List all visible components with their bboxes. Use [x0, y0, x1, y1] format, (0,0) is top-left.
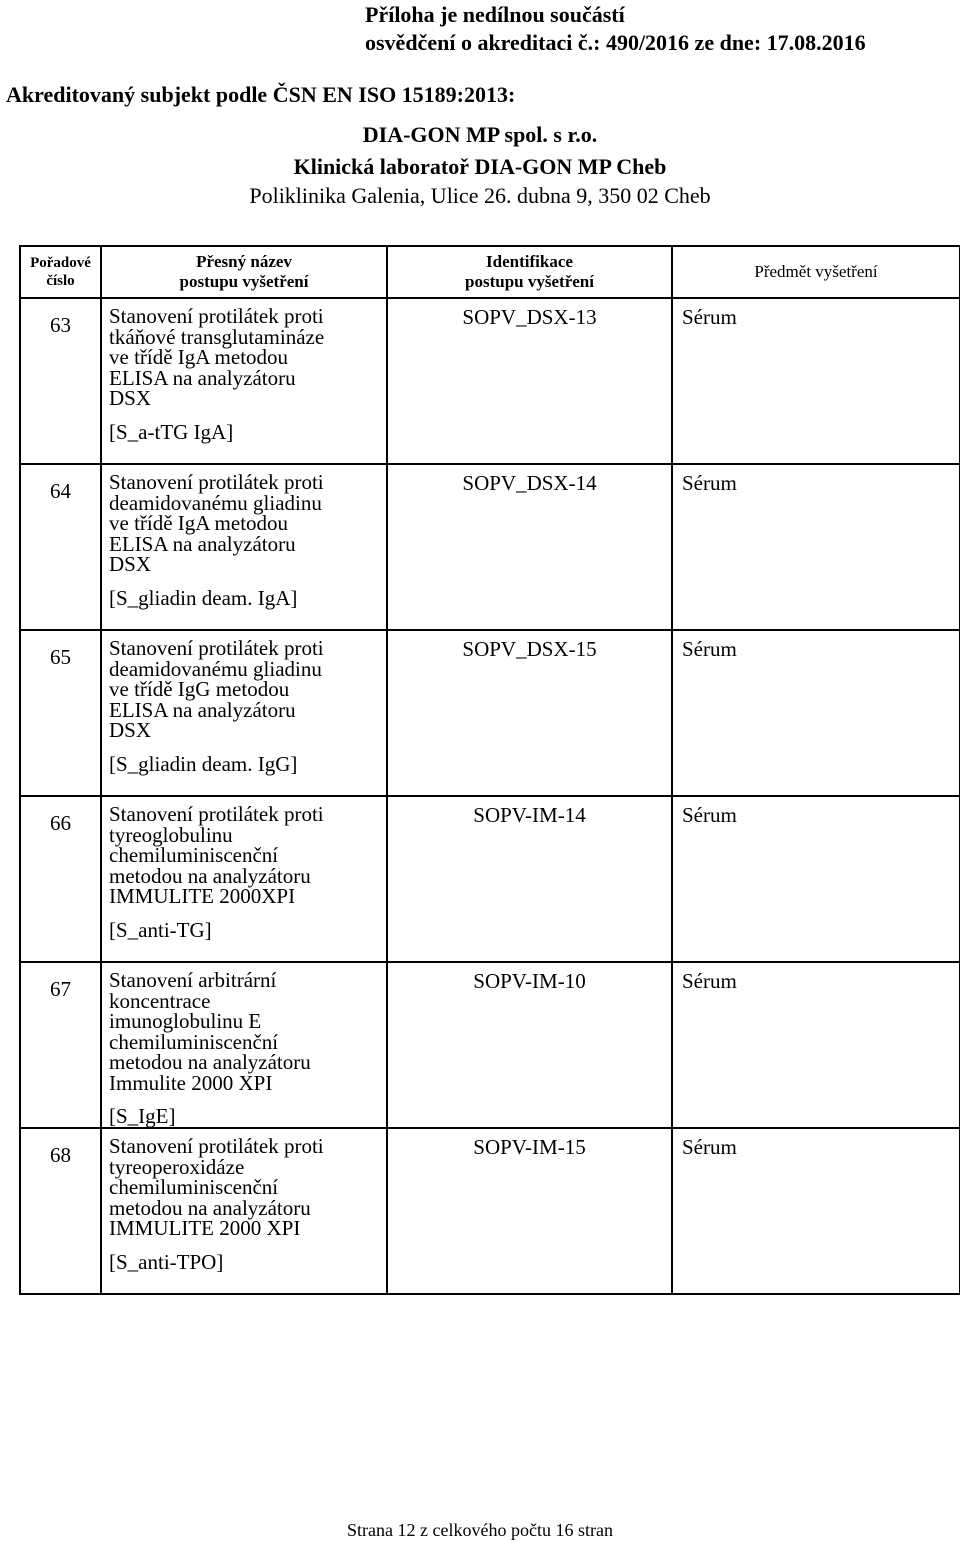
procedure-code: SOPV_DSX-13: [387, 298, 672, 464]
annex-line-1: Příloha je nedílnou součástí: [365, 2, 625, 27]
examination-name-line: IMMULITE 2000XPI: [109, 884, 296, 908]
examination-name-line: chemiluminiscenční: [109, 1029, 279, 1054]
examination-name-line: deamidovanému gliadinu: [109, 490, 322, 515]
column-header-name-line1: Přesný název: [196, 252, 292, 271]
table-row: [20, 298, 960, 464]
table-row: [20, 796, 960, 962]
table-header-row: [20, 246, 960, 298]
examination-subject: Sérum: [672, 630, 960, 796]
examination-name-cell: [101, 464, 387, 630]
row-number: 68: [20, 1128, 101, 1294]
examination-subject: Sérum: [672, 1128, 960, 1294]
column-header-id-line1: Identifikace: [486, 252, 573, 271]
row-number: 65: [20, 630, 101, 796]
column-header-number: [20, 246, 101, 298]
examination-name-line: koncentrace: [109, 988, 211, 1013]
procedure-code: SOPV-IM-14: [387, 796, 672, 962]
examination-name-line: DSX: [109, 718, 152, 742]
examination-name-cell: [101, 298, 387, 464]
annex-line-2: osvědčení o akreditaci č.: 490/2016 ze dne: 17.08.2016: [365, 30, 866, 55]
examination-name-line: imunoglobulinu E: [109, 1009, 262, 1033]
examination-subject: Sérum: [672, 962, 960, 1128]
examination-name-line: ELISA na analyzátoru: [109, 697, 296, 722]
examination-name-cell: [101, 1128, 387, 1294]
examination-name-line: Stanovení protilátek proti: [109, 1134, 324, 1158]
table-body: [20, 298, 960, 1294]
examination-name-line: ve třídě IgA metodou: [109, 345, 289, 369]
procedure-code: SOPV-IM-10: [387, 962, 672, 1128]
examination-name-cell: [101, 962, 387, 1128]
examination-name-line: ve třídě IgA metodou: [109, 511, 289, 535]
examination-name-line: Stanovení protilátek proti: [109, 304, 324, 328]
examination-name-line: IMMULITE 2000 XPI: [109, 1216, 301, 1240]
page-footer: Strana 12 z celkového počtu 16 stran: [347, 1520, 613, 1540]
examination-abbreviation: [S_anti-TPO]: [109, 1249, 224, 1274]
examination-name-line: ELISA na analyzátoru: [109, 531, 296, 556]
table-row: [20, 464, 960, 630]
examination-abbreviation: [S_a-tTG IgA]: [109, 419, 234, 444]
column-header-number-line1: Pořadové: [30, 255, 91, 271]
examination-abbreviation: [S_gliadin deam. IgG]: [109, 751, 298, 776]
examination-name-line: Stanovení protilátek proti: [109, 636, 324, 660]
examinations-table: [19, 245, 960, 1295]
examination-name-cell: [101, 796, 387, 962]
examination-name-line: ve třídě IgG metodou: [109, 677, 290, 701]
laboratory-address: Poliklinika Galenia, Ulice 26. dubna 9, 350 02 Cheb: [249, 183, 711, 208]
examination-name-line: DSX: [109, 386, 152, 410]
examination-name-line: ELISA na analyzátoru: [109, 365, 296, 390]
row-number: 67: [20, 962, 101, 1128]
row-number: 63: [20, 298, 101, 464]
company-name: DIA-GON MP spol. s r.o.: [362, 122, 598, 147]
table-row: [20, 962, 960, 1128]
column-header-name: [101, 246, 387, 298]
examination-name-line: Stanovení protilátek proti: [109, 470, 324, 494]
examination-name-line: tyreoglobulinu: [109, 822, 233, 847]
row-number: 66: [20, 796, 101, 962]
column-header-number-line2: číslo: [46, 273, 75, 289]
examination-name-line: Stanovení arbitrární: [109, 968, 277, 992]
examination-abbreviation: [S_anti-TG]: [109, 917, 212, 942]
procedure-code: SOPV_DSX-14: [387, 464, 672, 630]
examination-name-line: chemiluminiscenční: [109, 1175, 279, 1199]
examination-abbreviation: [S_IgE]: [109, 1104, 176, 1128]
examination-name-line: Immulite 2000 XPI: [109, 1070, 273, 1095]
column-header-identification: [387, 246, 672, 298]
column-header-name-line2: postupu vyšetření: [179, 272, 309, 291]
laboratory-name: Klinická laboratoř DIA-GON MP Cheb: [293, 154, 667, 179]
table-row: [20, 1128, 960, 1294]
examination-name-line: metodou na analyzátoru: [109, 1050, 311, 1074]
column-header-subject: Předmět vyšetření: [672, 246, 960, 298]
row-number: 64: [20, 464, 101, 630]
accredited-subject: Akreditovaný subjekt podle ČSN EN ISO 15189:2013:: [6, 82, 516, 107]
examination-name-line: Stanovení protilátek proti: [109, 802, 324, 826]
table-row: [20, 630, 960, 796]
examination-name-cell: [101, 630, 387, 796]
procedure-code: SOPV_DSX-15: [387, 630, 672, 796]
examination-name-line: metodou na analyzátoru: [109, 863, 311, 888]
examination-name-line: deamidovanému gliadinu: [109, 656, 322, 681]
examination-abbreviation: [S_gliadin deam. IgA]: [109, 585, 298, 610]
examination-subject: Sérum: [672, 796, 960, 962]
examination-subject: Sérum: [672, 464, 960, 630]
column-header-id-line2: postupu vyšetření: [465, 272, 594, 291]
examination-name-line: DSX: [109, 552, 152, 576]
examination-name-line: tkáňové transglutamináze: [109, 324, 325, 349]
procedure-code: SOPV-IM-15: [387, 1128, 672, 1294]
examination-subject: Sérum: [672, 298, 960, 464]
examination-name-line: metodou na analyzátoru: [109, 1195, 311, 1220]
examination-name-line: tyreoperoxidáze: [109, 1154, 245, 1179]
examination-name-line: chemiluminiscenční: [109, 843, 279, 867]
